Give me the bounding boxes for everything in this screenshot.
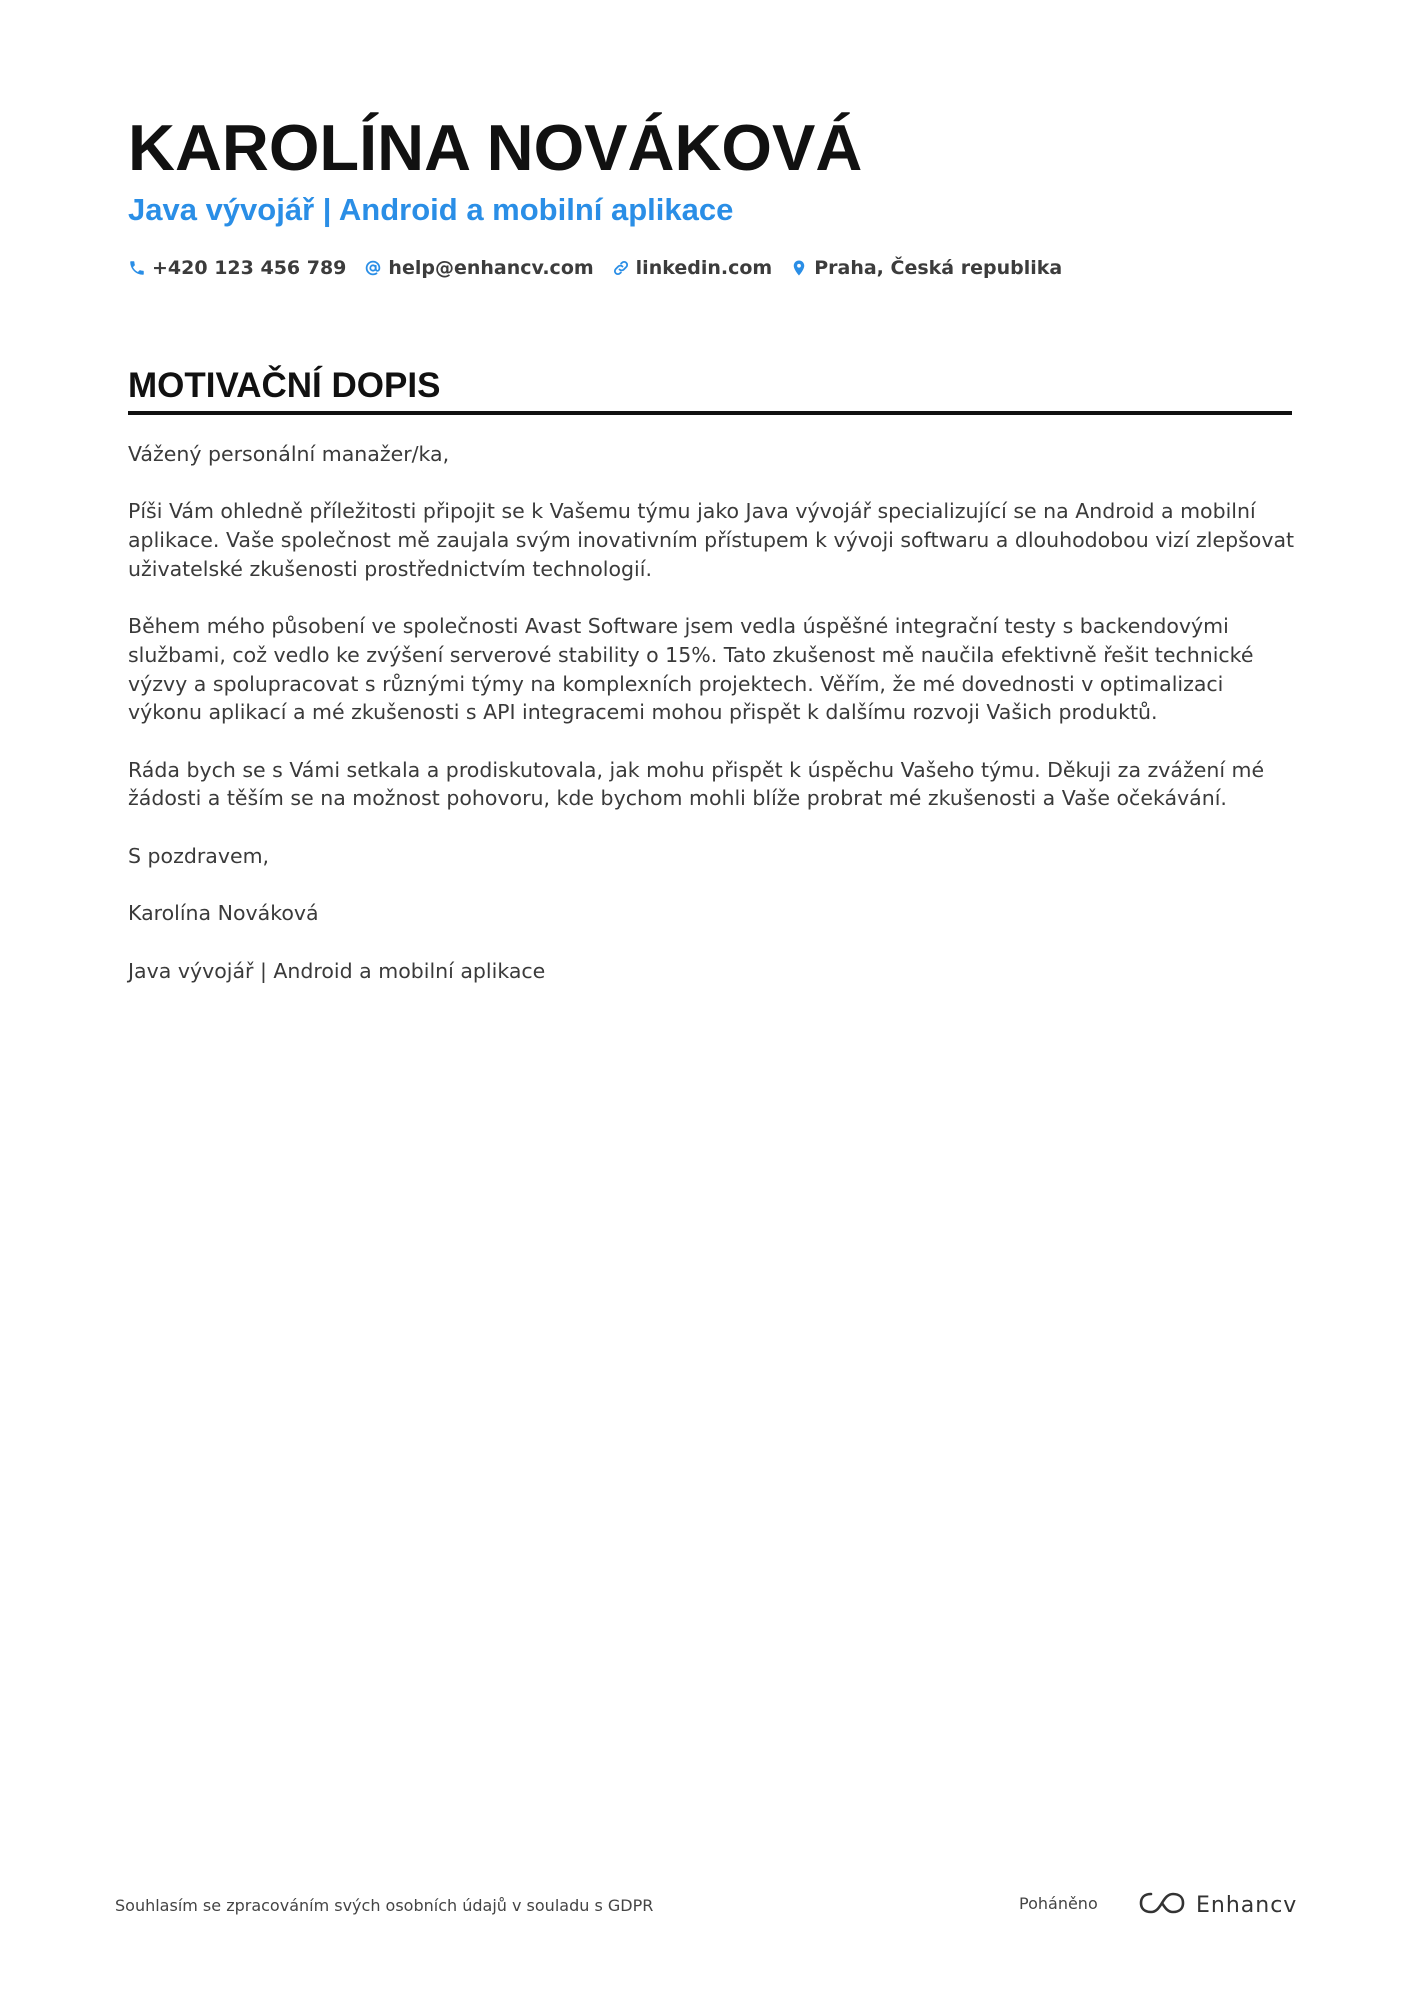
letter-paragraph: Ráda bych se s Vámi setkala a prodiskutovala, jak mohu přispět k úspěchu Vašeho týmu. Děkuji za zvážení mé žádosti a těším se na možnost pohovoru, kde bychom mohli blíže probrat mé zkušenosti a Vaše očekávání.	[128, 757, 1265, 811]
letter-closing: S pozdravem,	[128, 843, 270, 868]
applicant-name: KAROLÍNA NOVÁKOVÁ	[128, 111, 863, 184]
enhancv-logo-text: Enhancv	[1196, 1892, 1298, 1918]
location-text: Praha, Česká republika	[814, 257, 1063, 279]
letter-greeting: Vážený personální manažer/ka,	[128, 442, 450, 466]
enhancv-logo[interactable]	[1138, 1890, 1297, 1920]
letter-body	[128, 440, 1298, 1014]
contact-linkedin[interactable]	[612, 257, 773, 279]
location-pin-icon	[790, 259, 808, 277]
enhancv-logo-icon	[1138, 1890, 1186, 1920]
contact-email[interactable]	[364, 257, 593, 279]
contact-info-bar	[128, 252, 1062, 284]
signature-name: Karolína Nováková	[128, 901, 319, 926]
letter-paragraph: Během mého působení ve společnosti Avast Software jsem vedla úspěšné integrační testy s backendovými službami, což vedlo ke zvýšení serverové stability o 15%. Tato zkušenost mě naučila efektivně řešit technické výzvy a spolupracovat s různými týmy na komplexních projektech. Věřím, že mé dovednosti v optimalizaci výkonu aplikací a mé zkušenosti s API integracemi mohou přispět k dalšímu rozvoji Vašich produktů.	[128, 614, 1254, 725]
letter-paragraph: Píši Vám ohledně příležitosti připojit se k Vašemu týmu jako Java vývojář specializující se na Android a mobilní aplikace. Vaše společnost mě zaujala svým inovativním přístupem k vývoji softwaru a dlouhodobou vizí zlepšovat uživatelské zkušenosti prostřednictvím technologií.	[128, 499, 1295, 581]
signature-title: Java vývojář | Android a mobilní aplikace	[128, 958, 546, 983]
phone-number: +420 123 456 789	[152, 257, 347, 279]
section-title: MOTIVAČNÍ DOPIS	[128, 366, 441, 405]
at-icon	[364, 259, 382, 277]
gdpr-consent: Souhlasím se zpracováním svých osobních údajů v souladu s GDPR	[115, 1896, 654, 1915]
link-icon	[612, 259, 630, 277]
contact-location	[790, 257, 1062, 279]
phone-icon	[128, 259, 146, 277]
linkedin-link: linkedin.com	[635, 257, 773, 279]
contact-phone	[128, 257, 346, 279]
email-address: help@enhancv.com	[388, 257, 594, 279]
section-divider	[128, 411, 1292, 415]
powered-by-label: Poháněno	[1019, 1894, 1098, 1913]
job-title: Java vývojář | Android a mobilní aplikace	[128, 192, 734, 227]
